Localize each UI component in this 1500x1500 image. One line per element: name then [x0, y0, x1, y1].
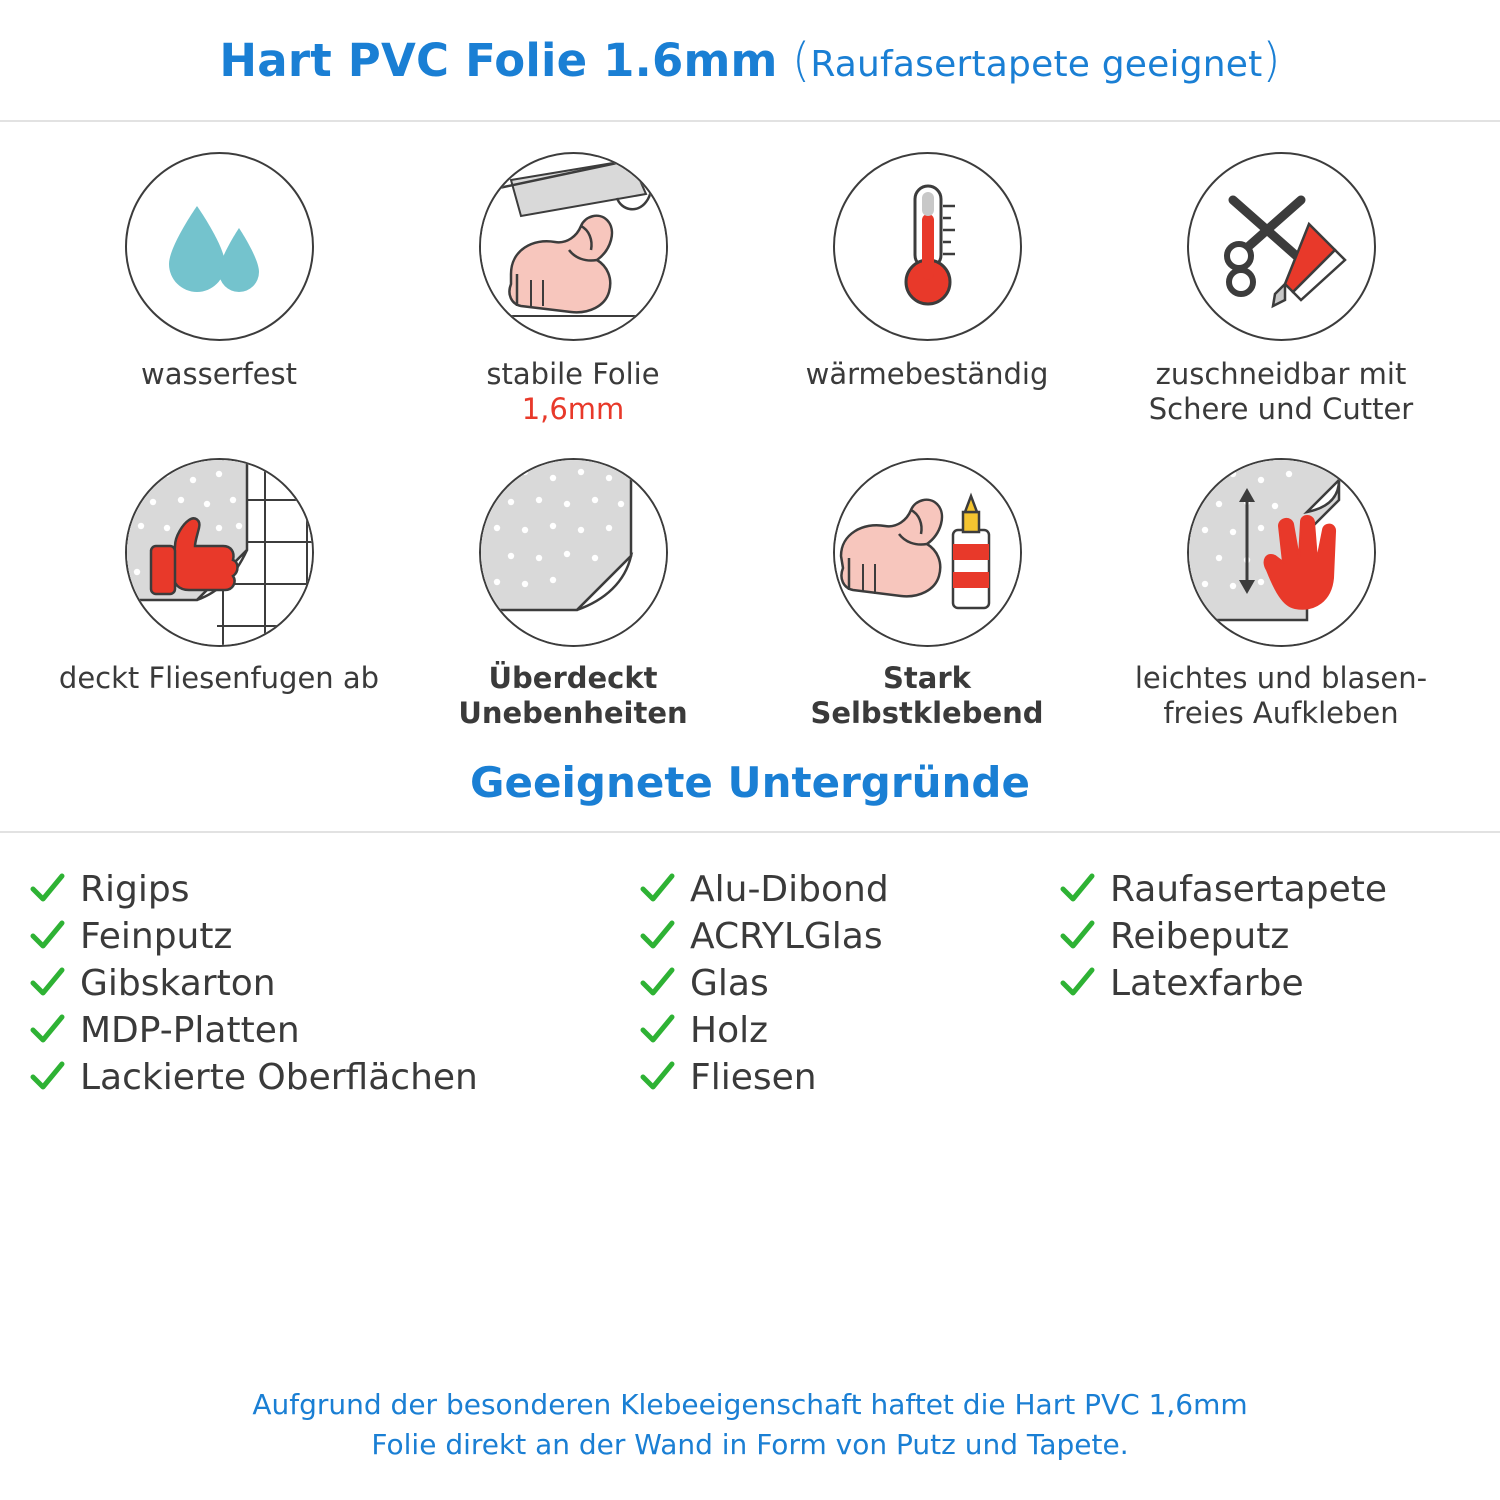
- check-icon: [1058, 917, 1096, 955]
- list-item: [1058, 914, 1500, 959]
- list-item: [28, 867, 638, 912]
- list-item: [28, 1008, 638, 1053]
- checklist-column-2: [638, 867, 1058, 1100]
- footer-line-2: Folie direkt an der Wand in Form von Putz und Tapete.: [371, 1428, 1129, 1462]
- paren-close: ): [1262, 33, 1281, 87]
- check-icon: [28, 964, 66, 1002]
- thumbs-up-tile-joint-icon: [125, 458, 314, 647]
- feature-grid: [0, 122, 1500, 732]
- list-item-label: Alu-Dibond: [690, 868, 889, 910]
- subheading-section: [0, 758, 1500, 833]
- feature-selbstklebend: [750, 458, 1104, 732]
- thermometer-icon: [833, 152, 1022, 341]
- list-item-label: Latexfarbe: [1110, 962, 1304, 1004]
- check-icon: [28, 1011, 66, 1049]
- suitable-surfaces-list: [0, 833, 1500, 1100]
- feature-label: Stark Selbstklebend: [810, 660, 1044, 731]
- feature-aufkleben: [1104, 458, 1458, 732]
- paren-open: (: [792, 33, 811, 87]
- list-item-label: Feinputz: [80, 915, 233, 957]
- list-item: [28, 961, 638, 1006]
- feature-waermebestaendig: [750, 152, 1104, 428]
- arm-glue-tube-icon: [833, 458, 1022, 647]
- page-header: [0, 0, 1500, 122]
- check-icon: [28, 870, 66, 908]
- list-item-label: MDP-Platten: [80, 1009, 300, 1051]
- list-item: [1058, 867, 1500, 912]
- check-icon: [28, 917, 66, 955]
- list-item-label: Fliesen: [690, 1056, 817, 1098]
- feature-label: leichtes und blasen- freies Aufkleben: [1134, 660, 1428, 731]
- feature-fliesenfugen: [42, 458, 396, 732]
- list-item: [638, 961, 1058, 1006]
- check-icon: [638, 1058, 676, 1096]
- foil-peel-icon: [479, 458, 668, 647]
- feature-label: wasserfest: [140, 357, 297, 391]
- hand-smoothing-icon: [1187, 458, 1376, 647]
- list-item-label: Lackierte Oberflächen: [80, 1056, 478, 1098]
- feature-label: deckt Fliesenfugen ab: [58, 660, 380, 695]
- page-title-note: Raufasertapete geeignet: [810, 44, 1263, 85]
- page-title-main: Hart PVC Folie 1.6mm: [219, 34, 778, 87]
- feature-unebenheiten: [396, 458, 750, 732]
- list-item-label: Gibskarton: [80, 962, 276, 1004]
- list-item: [638, 1008, 1058, 1053]
- list-item: [28, 1055, 638, 1100]
- check-icon: [1058, 870, 1096, 908]
- feature-label: stabile Folie: [486, 357, 660, 391]
- list-item-label: Raufasertapete: [1110, 868, 1387, 910]
- feature-zuschneidbar: [1104, 152, 1458, 428]
- list-item: [638, 867, 1058, 912]
- scissors-cutter-icon: [1187, 152, 1376, 341]
- list-item-label: ACRYLGlas: [690, 915, 883, 957]
- check-icon: [638, 964, 676, 1002]
- list-item: [638, 914, 1058, 959]
- feature-label: Überdeckt Unebenheiten: [458, 660, 688, 731]
- feature-wasserfest: [42, 152, 396, 428]
- list-item: [638, 1055, 1058, 1100]
- list-item: [1058, 961, 1500, 1006]
- feature-sublabel: 1,6mm: [521, 392, 625, 427]
- check-icon: [28, 1058, 66, 1096]
- check-icon: [638, 1011, 676, 1049]
- feature-label: wärmebeständig: [805, 357, 1049, 391]
- checklist-column-1: [28, 867, 638, 1100]
- check-icon: [638, 870, 676, 908]
- list-item-label: Reibeputz: [1110, 915, 1290, 957]
- list-item-label: Rigips: [80, 868, 190, 910]
- check-icon: [1058, 964, 1096, 1002]
- feature-stabile-folie: [396, 152, 750, 428]
- subheading: Geeignete Untergründe: [470, 757, 1030, 807]
- water-drops-icon: [125, 152, 314, 341]
- page-title: [219, 33, 1280, 87]
- list-item-label: Holz: [690, 1009, 768, 1051]
- list-item: [28, 914, 638, 959]
- list-item-label: Glas: [690, 962, 769, 1004]
- footer-note: [0, 1385, 1500, 1466]
- footer-line-1: Aufgrund der besonderen Klebeeigenschaft haftet die Hart PVC 1,6mm: [252, 1387, 1248, 1421]
- flexing-arm-foil-icon: [479, 152, 668, 341]
- check-icon: [638, 917, 676, 955]
- checklist-column-3: [1058, 867, 1500, 1100]
- feature-label: zuschneidbar mit Schere und Cutter: [1148, 357, 1414, 427]
